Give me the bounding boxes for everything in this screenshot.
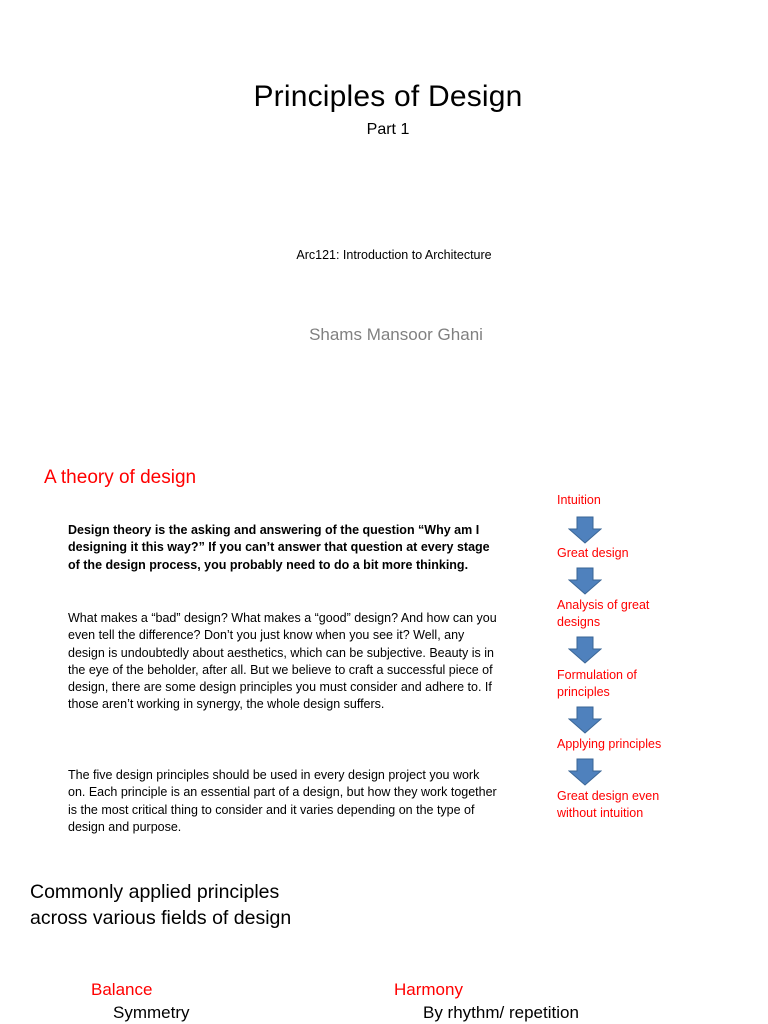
- flow-step-formulation: Formulation of principles: [557, 668, 637, 699]
- flow-step-great-design: Great design: [557, 546, 629, 560]
- down-arrow-icon: [568, 758, 602, 786]
- principle-balance-sub: Symmetry: [113, 1003, 190, 1022]
- theory-heading: A theory of design: [44, 467, 197, 488]
- principle-harmony: Harmony: [394, 980, 463, 999]
- author-name: Shams Mansoor Ghani: [309, 325, 483, 344]
- flow-step-great-design-without-intuition: Great design even without intuition: [557, 789, 660, 820]
- common-principles-heading-text: Commonly applied principles across various fields of design: [30, 881, 292, 929]
- flow-step-intuition: Intuition: [557, 493, 601, 507]
- down-arrow-icon: [568, 516, 602, 544]
- good-bad-design-paragraph: What makes a “bad” design? What makes a “good” design? And how can you even tell the difference? Don’t you just know when you see it? Well, any design is undoubtedly about aesthetics, which can be subjective. Beauty is in the eye of the beholder, after all. But we believe to craft a successful piece of design, there are some design principles you must consider and adhere to. If those aren’t working in synergy, the whole design suffers.: [68, 611, 497, 712]
- down-arrow-icon: [568, 636, 602, 664]
- flow-step-applying: Applying principles: [557, 737, 662, 751]
- five-principles-paragraph: The five design principles should be used in every design project you work on. Each principle is an essential part of a design, but how they work together is the most critical thing to consider and it varies depending on the type of design and purpose.: [68, 768, 497, 834]
- flow-step-analysis: Analysis of great designs: [557, 598, 650, 629]
- principle-harmony-sub: By rhythm/ repetition: [423, 1003, 579, 1022]
- principle-balance: Balance: [91, 980, 153, 999]
- page-subtitle: Part 1: [366, 121, 410, 138]
- common-principles-heading: [30, 879, 315, 931]
- down-arrow-icon: [568, 567, 602, 595]
- course-name: Arc121: Introduction to Architecture: [296, 248, 492, 262]
- page-title: Principles of Design: [253, 80, 523, 113]
- down-arrow-icon: [568, 706, 602, 734]
- design-theory-paragraph: Design theory is the asking and answering of the question “Why am I designing it this way?” If you can’t answer that question at every stage of the design process, you probably need to do a bit more thinking.: [68, 523, 490, 572]
